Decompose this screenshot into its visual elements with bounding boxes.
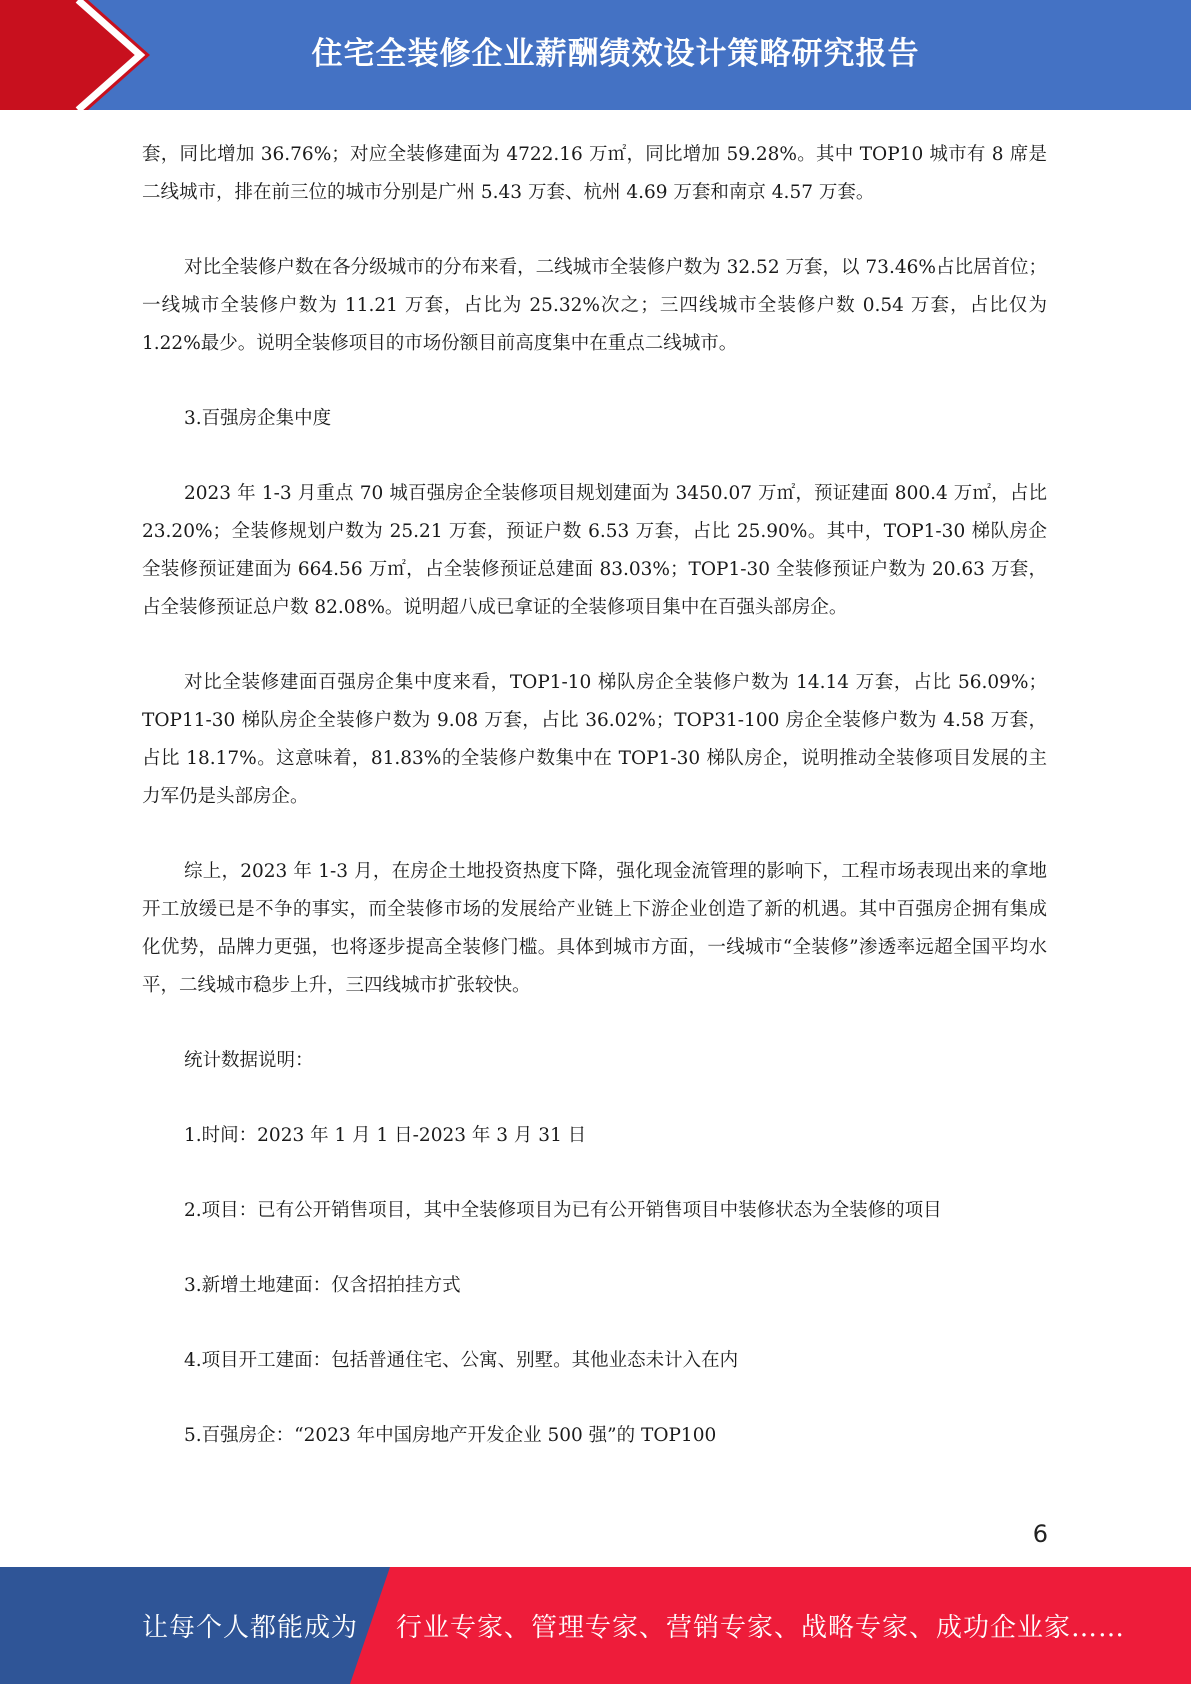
paragraph-top100-concentration: 对比全装修建面百强房企集中度来看，TOP1-10 梯队房企全装修户数为 14.14 万套，占比 56.09%；TOP11-30 梯队房企全装修户数为 9.08 万套，占比 36.02%；TOP31-100 房企全装修户数为 4.58 万套，占比 18.17%。这意味着，81.83%的全装修户数集中在 TOP1-30 梯队房企，说明推动全装修项目发展的主力军仍是头部房企。 bbox=[142, 672, 1047, 807]
section-heading-top100: 3.百强房企集中度 bbox=[184, 408, 332, 429]
paragraph-continuation: 套，同比增加 36.76%；对应全装修建面为 4722.16 万㎡，同比增加 59.28%。其中 TOP10 城市有 8 席是二线城市，排在前三位的城市分别是广州 5.43 万套、杭州 4.69 万套和南京 4.57 万套。 bbox=[142, 144, 1047, 203]
paragraph-top100-overview: 2023 年 1-3 月重点 70 城百强房企全装修项目规划建面为 3450.07 万㎡，预证建面 800.4 万㎡，占比 23.20%；全装修规划户数为 25.21 万套，预证户数 6.53 万套，占比 25.90%。其中，TOP1-30 梯队房企全装修预证建面为 664.56 万㎡，占全装修预证总建面 83.03%；TOP1-30 全装修预证户数为 20.63 万套，占全装修预证总户数 82.08%。说明超八成已拿证的全装修项目集中在百强头部房企。 bbox=[142, 483, 1047, 618]
page-header bbox=[0, 0, 1191, 110]
note-item-project: 2.项目：已有公开销售项目，其中全装修项目为已有公开销售项目中装修状态为全装修的项目 bbox=[184, 1200, 942, 1221]
page-footer bbox=[0, 1567, 1191, 1684]
paragraph-summary: 综上，2023 年 1-3 月，在房企土地投资热度下降，强化现金流管理的影响下，工程市场表现出来的拿地开工放缓已是不争的事实，而全装修市场的发展给产业链上下游企业创造了新的机遇。其中百强房企拥有集成化优势，品牌力更强，也将逐步提高全装修门槛。具体到城市方面，一线城市“全装修”渗透率远超全国平均水平，二线城市稳步上升，三四线城市扩张较快。 bbox=[142, 861, 1047, 996]
note-item-top100: 5.百强房企：“2023 年中国房地产开发企业 500 强”的 TOP100 bbox=[184, 1425, 717, 1446]
note-item-land: 3.新增土地建面：仅含招拍挂方式 bbox=[184, 1275, 461, 1296]
note-item-construction: 4.项目开工建面：包括普通住宅、公寓、别墅。其他业态未计入在内 bbox=[184, 1350, 739, 1371]
page-number: 6 bbox=[1032, 1520, 1048, 1548]
note-item-time: 1.时间：2023 年 1 月 1 日-2023 年 3 月 31 日 bbox=[184, 1125, 587, 1146]
footer-slogan-right: 行业专家、管理专家、营销专家、战略专家、成功企业家…… bbox=[396, 1613, 1126, 1643]
chevron-arrow-icon bbox=[0, 0, 160, 110]
paragraph-city-tier-distribution: 对比全装修户数在各分级城市的分布来看，二线城市全装修户数为 32.52 万套，以 73.46%占比居首位；一线城市全装修户数为 11.21 万套，占比为 25.32%次之；三四线城市全装修户数 0.54 万套，占比仅为 1.22%最少。说明全装修项目的市场份额目前高度集中在重点二线城市。 bbox=[142, 257, 1047, 354]
footer-slogan-left: 让每个人都能成为 bbox=[142, 1613, 359, 1643]
report-title: 住宅全装修企业薪酬绩效设计策略研究报告 bbox=[311, 35, 920, 72]
notes-heading: 统计数据说明： bbox=[184, 1050, 314, 1071]
document-body bbox=[142, 136, 1047, 1492]
